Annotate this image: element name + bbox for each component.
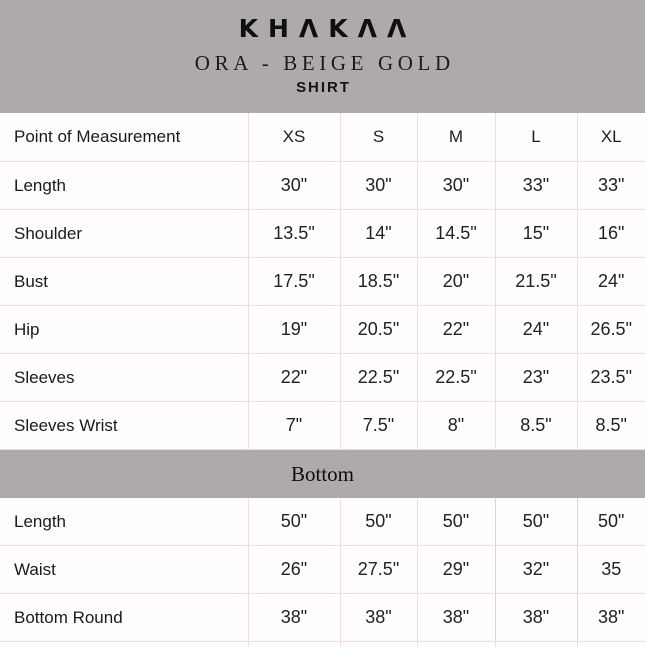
col-header-l: L xyxy=(495,113,577,162)
size-value: 7.5" xyxy=(340,402,417,450)
size-value: 20.5" xyxy=(340,306,417,354)
grid-filler-row xyxy=(0,642,645,647)
size-value: 50" xyxy=(248,498,340,546)
size-value: 30" xyxy=(340,162,417,210)
size-value: 26.5" xyxy=(577,306,645,354)
table-row xyxy=(0,546,645,594)
col-header-s: S xyxy=(340,113,417,162)
brand-header xyxy=(0,0,645,113)
size-value: 30" xyxy=(417,162,495,210)
table-row xyxy=(0,210,645,258)
section-header-row xyxy=(0,450,645,499)
size-value: 19" xyxy=(248,306,340,354)
size-value: 21.5" xyxy=(495,258,577,306)
measurement-label: Sleeves xyxy=(0,354,248,402)
size-value: 23" xyxy=(495,354,577,402)
table-row xyxy=(0,594,645,642)
size-value: 33" xyxy=(495,162,577,210)
size-value: 14" xyxy=(340,210,417,258)
size-value: 16" xyxy=(577,210,645,258)
measurement-label: Length xyxy=(0,498,248,546)
size-value: 38" xyxy=(495,594,577,642)
size-value: 29" xyxy=(417,546,495,594)
size-value: 14.5" xyxy=(417,210,495,258)
size-value: 50" xyxy=(417,498,495,546)
size-value: 32" xyxy=(495,546,577,594)
size-value: 38" xyxy=(577,594,645,642)
size-value: 22.5" xyxy=(340,354,417,402)
measurement-label: Length xyxy=(0,162,248,210)
measurement-label: Hip xyxy=(0,306,248,354)
section-header-bottom: Bottom xyxy=(0,450,645,499)
size-value: 15" xyxy=(495,210,577,258)
size-value: 24" xyxy=(495,306,577,354)
col-header-measurement: Point of Measurement xyxy=(0,113,248,162)
product-title: ORA - BEIGE GOLD xyxy=(194,50,455,75)
size-value: 13.5" xyxy=(248,210,340,258)
brand-logo: KHΛKΛΛ xyxy=(238,14,417,43)
measurement-label: Shoulder xyxy=(0,210,248,258)
table-row xyxy=(0,498,645,546)
size-value: 22.5" xyxy=(417,354,495,402)
size-value: 22" xyxy=(417,306,495,354)
size-value: 8.5" xyxy=(495,402,577,450)
table-row xyxy=(0,402,645,450)
col-header-xl: XL xyxy=(577,113,645,162)
size-value: 8" xyxy=(417,402,495,450)
size-value: 20" xyxy=(417,258,495,306)
size-value: 38" xyxy=(417,594,495,642)
garment-type-label: SHIRT xyxy=(296,78,351,96)
size-value: 38" xyxy=(340,594,417,642)
size-table xyxy=(0,113,645,647)
measurement-label: Sleeves Wrist xyxy=(0,402,248,450)
table-row xyxy=(0,162,645,210)
measurement-label: Bottom Round xyxy=(0,594,248,642)
size-value: 27.5" xyxy=(340,546,417,594)
size-value: 50" xyxy=(495,498,577,546)
size-value: 50" xyxy=(577,498,645,546)
size-value: 22" xyxy=(248,354,340,402)
table-row xyxy=(0,354,645,402)
col-header-xs: XS xyxy=(248,113,340,162)
col-header-m: M xyxy=(417,113,495,162)
size-value: 38" xyxy=(248,594,340,642)
size-value: 23.5" xyxy=(577,354,645,402)
measurement-label: Bust xyxy=(0,258,248,306)
measurement-label: Waist xyxy=(0,546,248,594)
size-value: 17.5" xyxy=(248,258,340,306)
size-value: 35 xyxy=(577,546,645,594)
table-header-row xyxy=(0,113,645,162)
size-value: 26" xyxy=(248,546,340,594)
size-value: 30" xyxy=(248,162,340,210)
size-value: 33" xyxy=(577,162,645,210)
size-value: 24" xyxy=(577,258,645,306)
size-value: 8.5" xyxy=(577,402,645,450)
table-row xyxy=(0,258,645,306)
size-value: 50" xyxy=(340,498,417,546)
size-value: 7" xyxy=(248,402,340,450)
size-value: 18.5" xyxy=(340,258,417,306)
table-row xyxy=(0,306,645,354)
